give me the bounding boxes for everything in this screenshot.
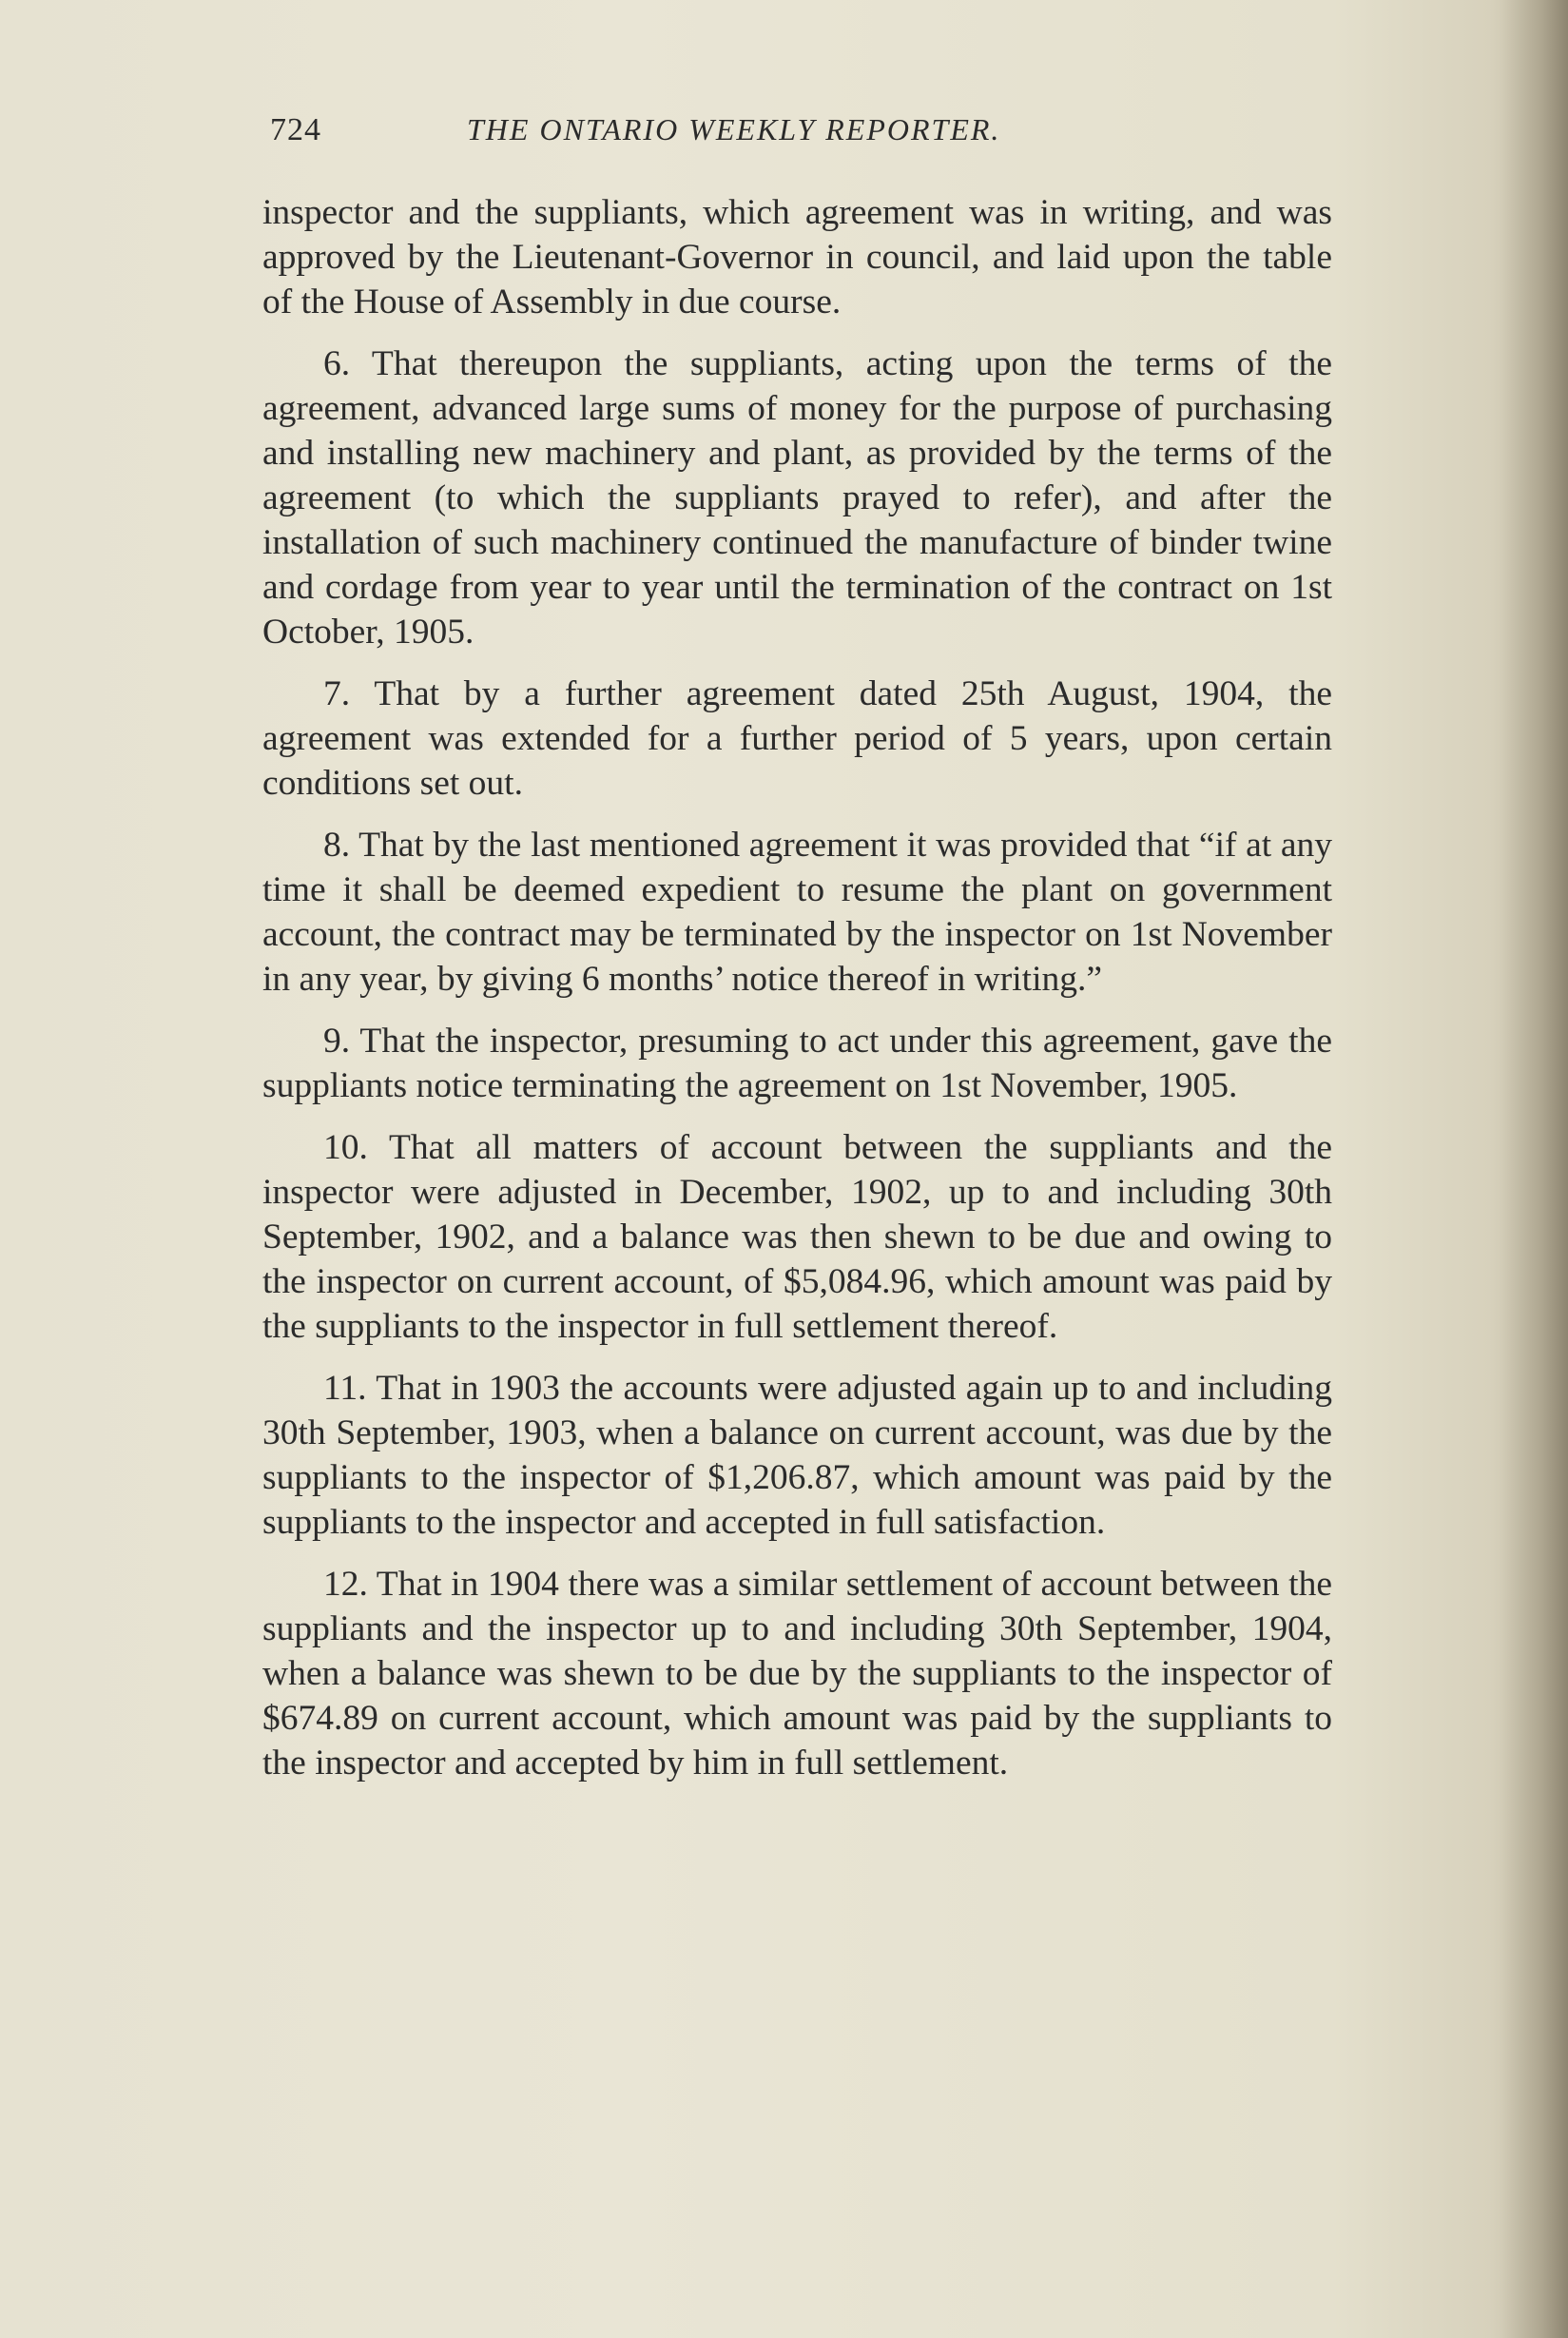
body-text <box>262 190 1332 1802</box>
running-head: THE ONTARIO WEEKLY REPORTER. <box>467 112 1001 146</box>
page-number: 724 <box>270 112 321 147</box>
paragraph-12: 12. That in 1904 there was a similar settlement of account between the suppliants and the inspector up to and including 30th September, 1904, when a balance was shewn to be due by the suppliants to the inspector of $674.89 on current account, which amount was paid by the suppliants to the inspector and accepted by him in full settlement. <box>262 1565 1332 1783</box>
paragraph-10: 10. That all matters of account between the suppliants and the inspector were adjusted in December, 1902, up to and including 30th September, 1902, and a balance was then shewn to be due and owing to the inspector on current account, of $5,084.96, which amount was paid by the suppliants to the inspector in full settlement thereof. <box>262 1128 1332 1346</box>
paragraph-7: 7. That by a further agreement dated 25th August, 1904, the agreement was extended for a further period of 5 years, upon certain conditions set out. <box>262 674 1332 803</box>
paragraph-11: 11. That in 1903 the accounts were adjusted again up to and including 30th September, 1903, when a balance on current account, was due by the suppliants to the inspector of $1,206.87, which amount was paid by the suppliants to the inspector and accepted in full satisfaction. <box>262 1369 1332 1542</box>
paragraph-9: 9. That the inspector, presuming to act under this agreement, gave the suppliants notice terminating the agreement on 1st November, 1905. <box>262 1022 1332 1105</box>
page-edge-shadow <box>1501 0 1568 2338</box>
page-header <box>262 112 1337 160</box>
paragraph-continued: inspector and the suppliants, which agreement was in writing, and was approved by the Lieutenant-Governor in council, and laid upon the table of the House of Assembly in due course. <box>262 193 1332 321</box>
paragraph-6: 6. That thereupon the suppliants, acting upon the terms of the agreement, advanced large sums of money for the purpose of purchasing and installing new machinery and plant, as provided by the terms of the agreement (to which the suppliants prayed to refer), and after the installation of such machinery continued the manufacture of binder twine and cordage from year to year until the termination of the contract on 1st October, 1905. <box>262 344 1332 652</box>
paragraph-8: 8. That by the last mentioned agreement it was provided that “if at any time it shall be deemed expedient to resume the plant on government account, the contract may be terminated by the inspector on 1st November in any year, by giving 6 months’ notice thereof in writing.” <box>262 826 1332 999</box>
